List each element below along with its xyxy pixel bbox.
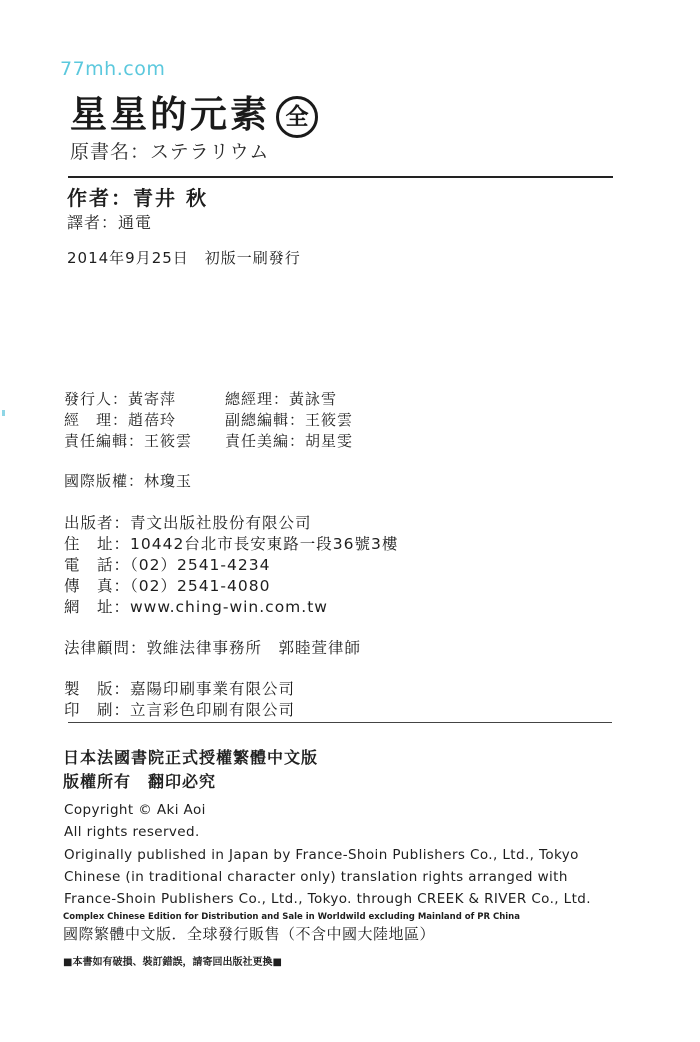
legal-counsel: 法律顧問：敦維法律事務所 郭睦萱律師 (64, 639, 362, 657)
publisher-name: 出版者：青文出版社股份有限公司 (64, 514, 312, 532)
author-line: 作者：青井 秋 (67, 186, 208, 210)
deputy-editor: 副總編輯：王筱雲 (225, 411, 354, 429)
scan-mark (2, 410, 5, 416)
manager: 經 理：趙蓓玲 (64, 411, 177, 429)
english-line-2: Chinese (in traditional character only) translation rights arranged with (64, 869, 568, 885)
international-rights: 國際版權：林瓊玉 (64, 472, 193, 490)
copyright-line: Copyright © Aki Aoi (64, 802, 206, 818)
distribution-english: Complex Chinese Edition for Distribution and Sale in Worldwild excluding Mainland of PR China (63, 912, 520, 922)
general-manager: 總經理：黃詠雪 (225, 390, 338, 408)
watermark-text: 77mh.com (60, 58, 166, 80)
title-text: 星星的元素 (70, 93, 270, 136)
top-divider (68, 176, 613, 178)
complete-badge: 全 (276, 96, 318, 138)
plate-maker: 製 版：嘉陽印刷事業有限公司 (64, 680, 296, 698)
book-title (70, 84, 318, 138)
printer: 印 刷：立言彩色印刷有限公司 (64, 701, 296, 719)
authorization-line: 日本法國書院正式授權繁體中文版 (63, 748, 319, 767)
english-line-3: France-Shoin Publishers Co., Ltd., Tokyo. through CREEK & RIVER Co., Ltd. (64, 891, 591, 907)
original-title: 原書名：ステラリウム (70, 141, 270, 163)
publisher-phone: 電 話：（02）2541-4234 (64, 556, 271, 574)
responsible-editor: 責任編輯：王筱雲 (64, 432, 193, 450)
distribution-chinese: 國際繁體中文版．全球發行販售（不含中國大陸地區） (63, 925, 436, 943)
publisher-address: 住 址：10442台北市長安東路一段36號3樓 (64, 535, 399, 553)
publisher-person: 發行人：黃寄萍 (64, 390, 177, 408)
publisher-fax: 傳 真：（02）2541-4080 (64, 577, 271, 595)
art-editor: 責任美編：胡星雯 (225, 432, 354, 450)
damage-notice: ■本書如有破損、裝訂錯誤，請寄回出版社更換■ (63, 957, 282, 968)
copyright-notice-zh: 版權所有 翻印必究 (63, 772, 217, 791)
publish-date: 2014年9月25日 初版一刷發行 (67, 249, 301, 267)
english-line-1: Originally published in Japan by France-Shoin Publishers Co., Ltd., Tokyo (64, 847, 579, 863)
translator-line: 譯者：通電 (67, 213, 153, 232)
middle-divider (68, 722, 612, 723)
publisher-website: 網 址：www.ching-win.com.tw (64, 598, 328, 616)
rights-reserved: All rights reserved. (64, 824, 200, 840)
